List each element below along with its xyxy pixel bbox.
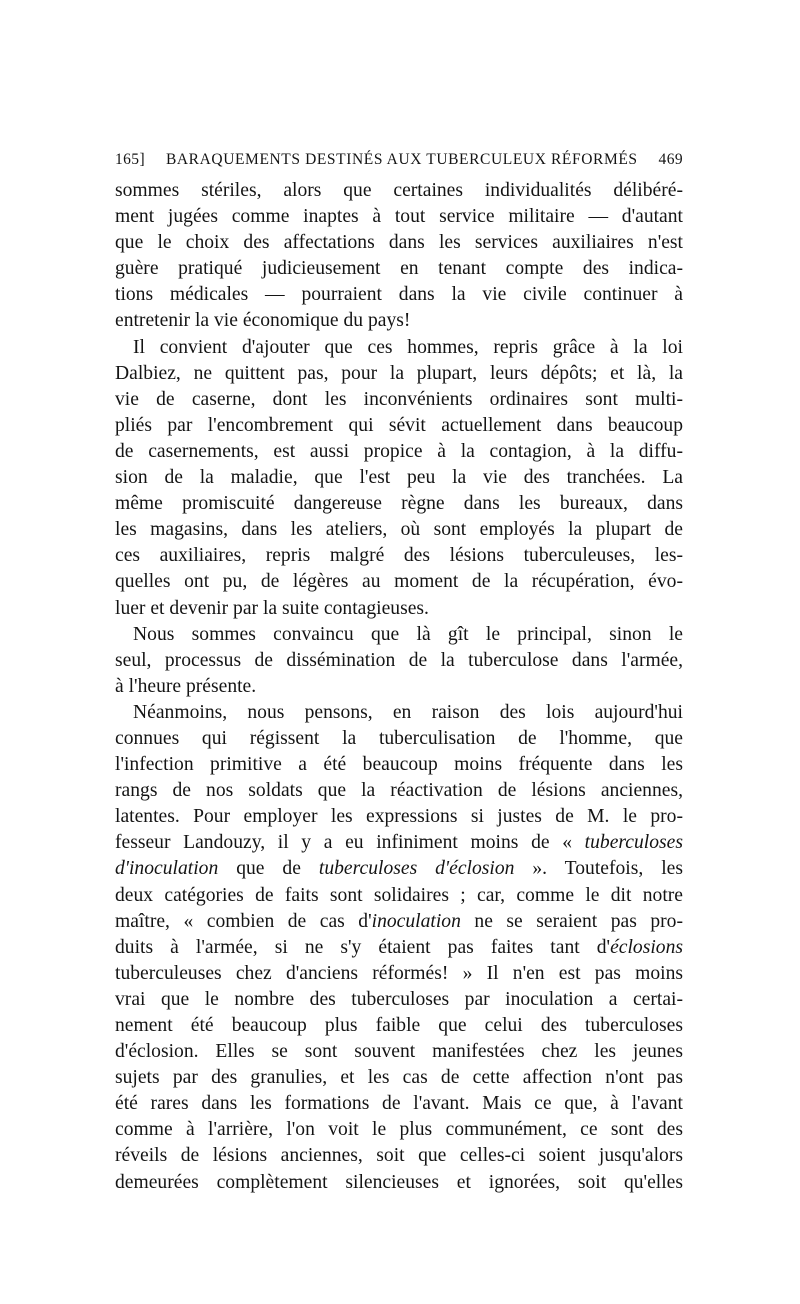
text-line: de casernements, est aussi propice à la contagion, à la diffu- — [115, 440, 683, 462]
text-line: luer et devenir par la suite contagieuses. — [115, 597, 429, 619]
text-line: à l'heure présente. — [115, 675, 257, 697]
text-line: Il convient d'ajouter que ces hommes, repris grâce à la loi — [133, 336, 683, 358]
text-line: les magasins, dans les ateliers, où sont employés la plupart de — [115, 519, 683, 541]
text-line: même promiscuité dangereuse règne dans les bureaux, dans — [115, 493, 683, 515]
text-line: été rares dans les formations de l'avant. Mais ce que, à l'avant — [115, 1093, 683, 1115]
text-line: guère pratiqué judicieusement en tenant compte des indica- — [115, 258, 683, 280]
text-line: quelles ont pu, de légères au moment de la récupération, évo- — [115, 571, 683, 593]
section-number: 165] — [115, 151, 146, 168]
running-title: BARAQUEMENTS DESTINÉS AUX TUBERCULEUX RÉFORMÉS — [165, 151, 638, 168]
text-line: sujets par des granulies, et les cas de cette affection n'ont pas — [115, 1067, 683, 1089]
text-segment: ne se seraient pas pro- — [460, 910, 683, 932]
text-line: tions médicales — pourraient dans la vie civile continuer à — [115, 284, 683, 306]
text-line: tuberculeuses chez d'anciens réformés! » Il n'en est pas moins — [115, 962, 683, 984]
page-number: 469 — [658, 151, 683, 168]
text-line: d'éclosion. Elles se sont souvent manifestées chez les jeunes — [115, 1041, 683, 1063]
text-line: deux catégories de faits sont solidaires ; car, comme le dit notre — [115, 884, 683, 906]
text-line: vie de caserne, dont les inconvénients ordinaires sont multi- — [115, 388, 683, 410]
text-line: latentes. Pour employer les expressions si justes de M. le pro- — [115, 806, 683, 828]
italic-term: d'inoculation — [115, 858, 219, 880]
italic-term: tuberculoses d'éclosion — [318, 858, 515, 880]
book-page — [115, 148, 683, 1196]
text-segment: que de — [218, 858, 319, 880]
text-line: demeurées complètement silencieuses et ignorées, soit qu'elles — [115, 1171, 683, 1193]
text-line: seul, processus de dissémination de la tuberculose dans l'armée, — [115, 649, 683, 671]
text-line: vrai que le nombre des tuberculoses par inoculation a certai- — [115, 988, 683, 1010]
italic-term: éclosions — [610, 936, 683, 958]
text-line: que le choix des affectations dans les services auxiliaires n'est — [115, 232, 683, 254]
text-line: comme à l'arrière, l'on voit le plus communément, ce sont des — [115, 1119, 683, 1141]
text-line: l'infection primitive a été beaucoup moins fréquente dans les — [115, 754, 683, 776]
text-segment: ». Toutefois, les — [514, 858, 683, 880]
italic-term: inoculation — [371, 910, 461, 932]
text-line: sommes stériles, alors que certaines individualités délibéré- — [115, 180, 683, 201]
text-segment: maître, « combien de cas d' — [115, 910, 372, 932]
text-line: réveils de lésions anciennes, soit que celles-ci soient jusqu'alors — [115, 1145, 683, 1167]
running-header — [115, 148, 683, 172]
text-line: Nous sommes convaincu que là gît le principal, sinon le — [133, 623, 683, 645]
text-line: rangs de nos soldats que la réactivation de lésions anciennes, — [115, 780, 683, 802]
text-line — [115, 909, 683, 935]
text-line — [115, 935, 683, 961]
text-line: connues qui régissent la tuberculisation de l'homme, que — [115, 727, 683, 749]
text-line: ment jugées comme inaptes à tout service militaire — d'autant — [115, 206, 683, 228]
text-segment: fesseur Landouzy, il y a eu infiniment moins de « — [115, 832, 585, 854]
body-text — [115, 178, 683, 1196]
text-line — [115, 830, 683, 856]
text-line: sion de la maladie, que l'est peu la vie des tranchées. La — [115, 467, 683, 489]
text-line: nement été beaucoup plus faible que celui des tuberculoses — [115, 1015, 683, 1036]
text-line: ces auxiliaires, repris malgré des lésions tuberculeuses, les- — [115, 545, 683, 567]
text-line: Dalbiez, ne quittent pas, pour la plupart, leurs dépôts; et là, la — [115, 362, 683, 384]
text-segment: duits à l'armée, si ne s'y étaient pas faites tant d' — [115, 936, 611, 958]
text-line: Néanmoins, nous pensons, en raison des lois aujourd'hui — [133, 701, 683, 723]
italic-term: tuberculoses — [584, 832, 683, 854]
text-line: pliés par l'encombrement qui sévit actuellement dans beaucoup — [115, 414, 683, 436]
text-line: entretenir la vie économique du pays! — [115, 310, 411, 332]
text-line — [115, 856, 683, 882]
